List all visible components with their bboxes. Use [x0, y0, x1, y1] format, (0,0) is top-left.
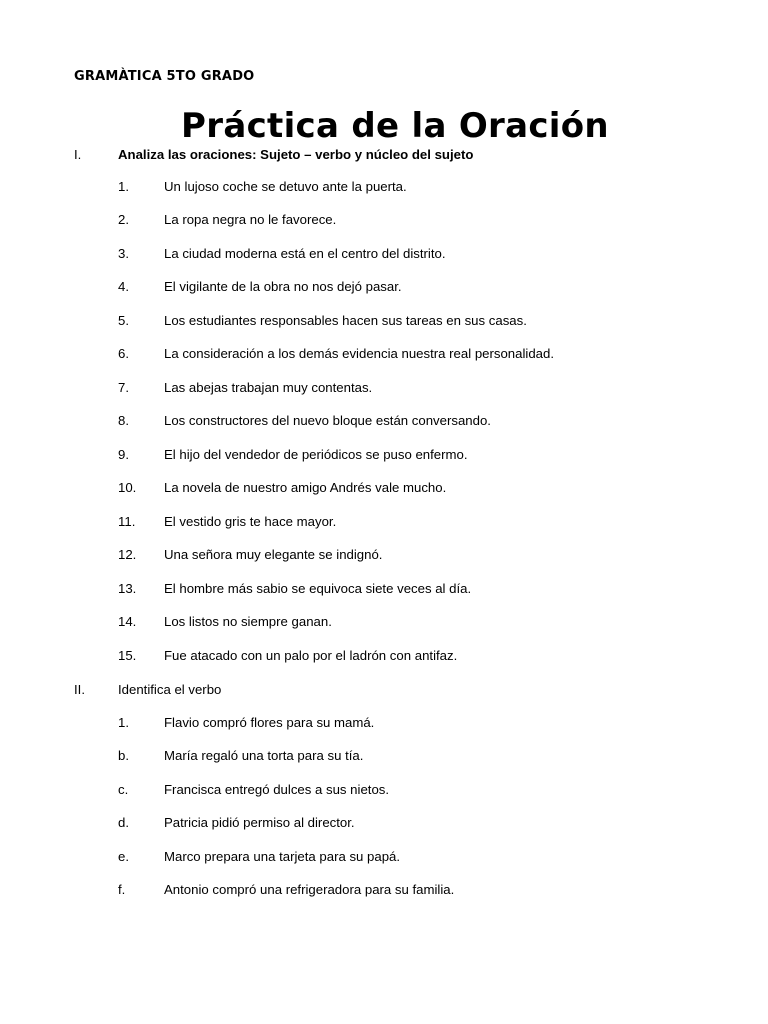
item-number: c.	[118, 782, 129, 797]
item-number: 11.	[118, 514, 136, 529]
item-text: Antonio compró una refrigeradora para su familia.	[164, 882, 455, 897]
item-text: Una señora muy elegante se indignó.	[164, 547, 383, 562]
item-number: 3.	[118, 246, 129, 261]
item-text: Patricia pidió permiso al director.	[164, 815, 355, 830]
section-number: I.	[74, 147, 82, 162]
item-text: Las abejas trabajan muy contentas.	[164, 380, 373, 395]
item-number: 10.	[118, 480, 137, 495]
item-text: La novela de nuestro amigo Andrés vale mucho.	[164, 480, 447, 495]
item-text: Flavio compró flores para su mamá.	[164, 715, 375, 730]
item-number: 1.	[118, 715, 129, 730]
item-text: El hombre más sabio se equivoca siete veces al día.	[164, 581, 472, 596]
item-text: Los estudiantes responsables hacen sus tareas en sus casas.	[164, 313, 527, 328]
item-text: Marco prepara una tarjeta para su papá.	[164, 849, 401, 864]
item-text: Los listos no siempre ganan.	[164, 614, 332, 629]
item-text: Un lujoso coche se detuvo ante la puerta.	[164, 179, 407, 194]
section-title: Analiza las oraciones: Sujeto – verbo y núcleo del sujeto	[118, 147, 474, 162]
item-number: e.	[118, 849, 129, 864]
item-number: 12.	[118, 547, 137, 562]
item-number: 14.	[118, 614, 137, 629]
section-title: Identifica el verbo	[118, 682, 222, 697]
item-text: Los constructores del nuevo bloque están conversando.	[164, 413, 491, 428]
item-number: f.	[118, 882, 126, 897]
item-number: 8.	[118, 413, 129, 428]
section-number: II.	[74, 682, 85, 697]
item-number: 13.	[118, 581, 137, 596]
item-text: Francisca entregó dulces a sus nietos.	[164, 782, 390, 797]
item-text: La ciudad moderna está en el centro del distrito.	[164, 246, 446, 261]
item-number: 2.	[118, 212, 129, 227]
page-title: Práctica de la Oración	[181, 106, 609, 146]
item-text: La consideración a los demás evidencia nuestra real personalidad.	[164, 346, 555, 361]
item-number: 6.	[118, 346, 129, 361]
document-header: GRAMÀTICA 5TO GRADO	[74, 69, 255, 84]
item-text: Fue atacado con un palo por el ladrón con antifaz.	[164, 648, 458, 663]
item-text: María regaló una torta para su tía.	[164, 748, 364, 763]
item-text: La ropa negra no le favorece.	[164, 212, 337, 227]
item-number: b.	[118, 748, 129, 763]
item-number: 4.	[118, 279, 129, 294]
item-text: El hijo del vendedor de periódicos se puso enfermo.	[164, 447, 468, 462]
item-text: El vigilante de la obra no nos dejó pasar.	[164, 279, 402, 294]
item-number: 5.	[118, 313, 129, 328]
item-number: d.	[118, 815, 129, 830]
item-number: 15.	[118, 648, 137, 663]
item-number: 9.	[118, 447, 129, 462]
item-number: 1.	[118, 179, 129, 194]
item-text: El vestido gris te hace mayor.	[164, 514, 337, 529]
item-number: 7.	[118, 380, 129, 395]
